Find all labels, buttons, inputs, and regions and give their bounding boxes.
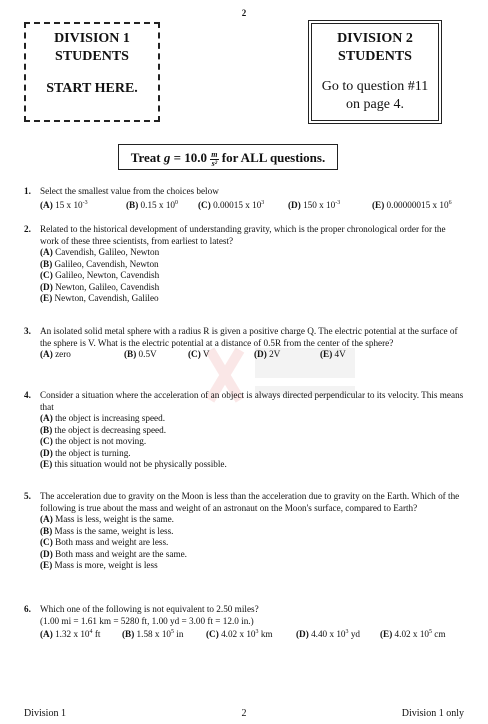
option-a: (A) Cavendish, Galileo, Newton xyxy=(40,247,160,257)
gravity-box xyxy=(118,144,338,170)
option-e: (E) Newton, Cavendish, Galileo xyxy=(40,293,159,303)
question-3 xyxy=(24,326,464,361)
option-a: (A) 15 x $10^{-3}$ xyxy=(40,199,88,210)
gravity-unit-num: m xyxy=(211,149,218,159)
option-b: (B) 0.15 x $10^0$ xyxy=(126,199,178,210)
question-number: 2. xyxy=(24,224,31,234)
option-d: (D) 2V xyxy=(254,349,281,359)
division1-title: DIVISION 1 xyxy=(54,31,130,46)
question-number: 4. xyxy=(24,390,31,400)
page-number-top: 2 xyxy=(241,8,247,18)
options-row xyxy=(40,349,464,361)
gravity-symbol: g xyxy=(163,150,171,165)
option-e: (E) Mass is more, weight is less xyxy=(40,560,158,570)
gravity-suffix: for ALL questions. xyxy=(218,150,326,165)
option-b: (B) 1.58 x $10^5$ in xyxy=(122,629,184,640)
option-d: (D) Both mass and weight are the same. xyxy=(40,548,187,559)
division2-instruction: Go to question #11 xyxy=(321,79,429,94)
division1-start: START HERE. xyxy=(46,81,138,96)
option-b: (B) the object is decreasing speed. xyxy=(40,424,167,435)
question-5 xyxy=(24,491,464,572)
option-e: (E) 4.02 x $10^5$ cm xyxy=(380,629,446,640)
division2-students: STUDENTS xyxy=(338,49,412,64)
footer-left: Division 1 xyxy=(24,708,66,719)
question-2 xyxy=(24,224,464,305)
question-subtext: (1.00 mi = 1.61 km = 5280 ft, 1.00 yd = 3.00 ft = 12.0 in.) xyxy=(40,615,254,626)
question-1 xyxy=(24,186,464,211)
division2-box xyxy=(308,20,442,124)
gravity-unit-den: s² xyxy=(211,158,218,168)
question-number: 6. xyxy=(24,604,31,614)
option-e: (E) this situation would not be physically possible. xyxy=(40,459,227,469)
question-6 xyxy=(24,604,464,641)
question-text: An isolated solid metal sphere with a radius R is given a positive charge Q. The electric potential at the surface of the sphere is V. What is the electric potential at a distance of 0.5R from the center of the sphere? xyxy=(40,326,458,348)
question-number: 5. xyxy=(24,491,31,501)
option-c: (C) 0.00015 x $10^3$ xyxy=(198,199,265,210)
question-text: Consider a situation where the acceleration of an object is always directed perpendicular to its velocity. This means that xyxy=(40,390,464,412)
option-d: (D) Newton, Galileo, Cavendish xyxy=(40,281,160,292)
question-text: The acceleration due to gravity on the Moon is less than the acceleration due to gravity on the Earth. Which of the following is true about the mass and weight of an astronaut on the Moon's surface, compared to Earth? xyxy=(40,491,460,513)
option-b: (B) 0.5V xyxy=(124,349,157,359)
options-row xyxy=(40,627,464,641)
question-text: Select the smallest value from the choices below xyxy=(40,186,219,196)
question-number: 1. xyxy=(24,186,31,196)
question-text: Which one of the following is not equivalent to 2.50 miles? xyxy=(40,604,259,614)
footer-page-number: 2 xyxy=(241,708,247,719)
option-a: (A) 1.32 x $10^4$ ft xyxy=(40,629,101,640)
option-d: (D) 150 x $10^{-3}$ xyxy=(288,199,341,210)
question-number: 3. xyxy=(24,326,31,336)
footer-right: Division 1 only xyxy=(401,708,464,719)
question-4 xyxy=(24,390,464,471)
options-row xyxy=(40,198,464,212)
option-e: (E) 4V xyxy=(320,349,346,359)
option-a: (A) zero xyxy=(40,349,71,359)
gravity-eq: = 10.0 xyxy=(170,150,211,165)
option-a: (A) the object is increasing speed. xyxy=(40,413,166,423)
option-c: (C) Galileo, Newton, Cavendish xyxy=(40,270,160,280)
option-c: (C) Both mass and weight are less. xyxy=(40,537,169,547)
option-d: (D) 4.40 x $10^3$ yd xyxy=(296,629,360,640)
option-b: (B) Mass is the same, weight is less. xyxy=(40,525,174,536)
option-b: (B) Galileo, Cavendish, Newton xyxy=(40,258,159,269)
option-a: (A) Mass is less, weight is the same. xyxy=(40,514,174,524)
division1-students: STUDENTS xyxy=(55,49,129,64)
division2-title: DIVISION 2 xyxy=(337,31,413,46)
question-text: Related to the historical development of understanding gravity, which is the proper chronological order for the work of these three scientists, from earliest to latest? xyxy=(40,224,446,246)
gravity-prefix: Treat xyxy=(130,150,161,165)
option-c: (C) 4.02 x $10^3$ km xyxy=(206,629,273,640)
option-c: (C) the object is not moving. xyxy=(40,436,147,446)
option-d: (D) the object is turning. xyxy=(40,447,131,458)
option-c: (C) V xyxy=(188,349,210,359)
division2-page: on page 4. xyxy=(346,97,404,112)
gravity-unit xyxy=(210,151,218,168)
division1-box xyxy=(24,22,160,122)
option-e: (E) 0.00000015 x $10^6$ xyxy=(372,199,452,210)
